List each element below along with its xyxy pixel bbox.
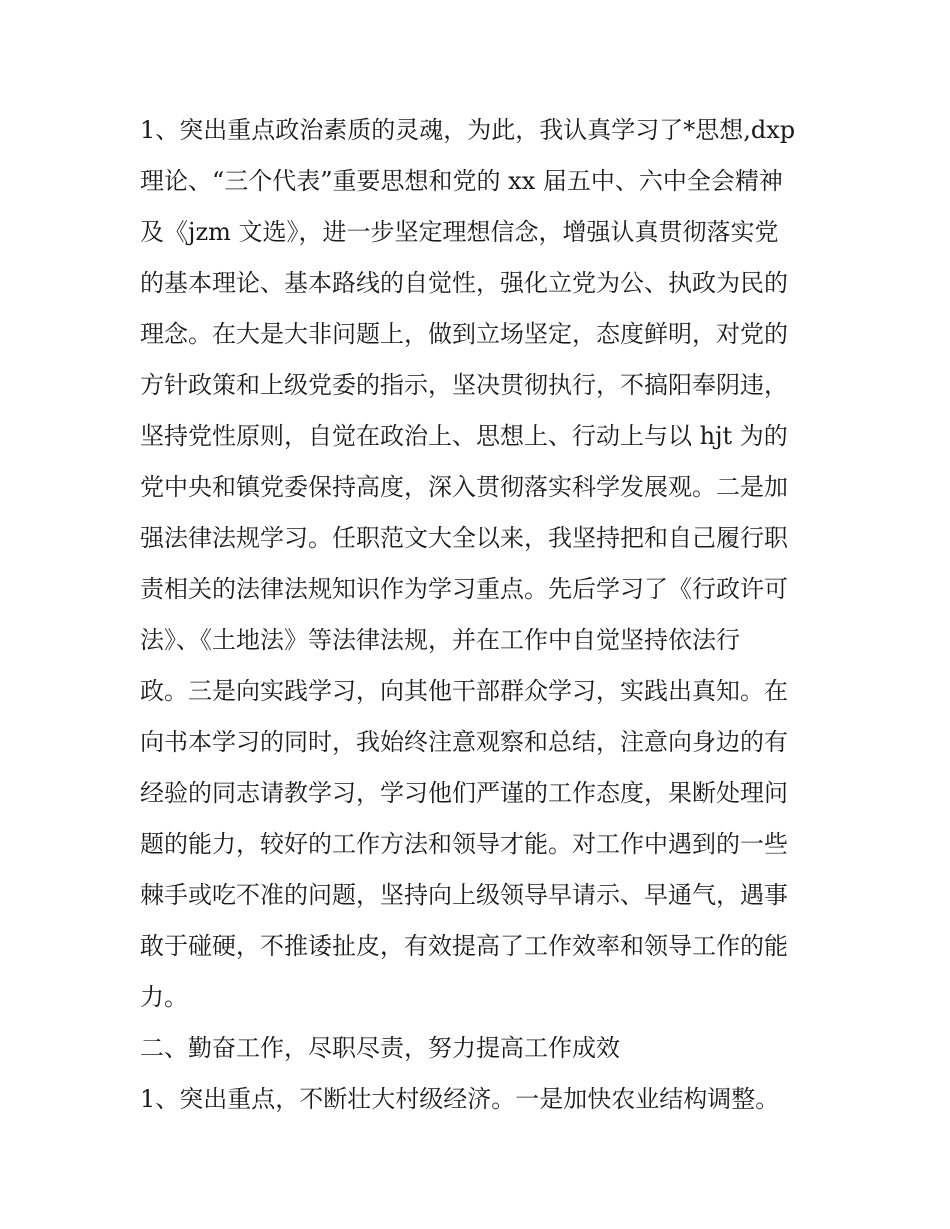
text-line: 经验的同志请教学习，学习他们严谨的工作态度，果断处理问	[140, 779, 788, 807]
section-heading: 二、勤奋工作，尽职尽责，努力提高工作成效	[140, 1034, 620, 1062]
text-line: 的基本理论、基本路线的自觉性，强化立党为公、执政为民的	[140, 269, 788, 297]
text-line: 坚持党性原则，自觉在政治上、思想上、行动上与以 hjt 为的	[140, 422, 788, 450]
text-line: 1、突出重点，不断壮大村级经济。一是加快农业结构调整。	[140, 1085, 780, 1113]
text-line: 敢于碰硬，不推诿扯皮，有效提高了工作效率和领导工作的能	[140, 932, 788, 960]
text-line: 向书本学习的同时，我始终注意观察和总结，注意向身边的有	[140, 728, 788, 756]
text-line: 1、突出重点政治素质的灵魂，为此，我认真学习了*思想,dxp	[140, 116, 796, 144]
text-line: 方针政策和上级党委的指示，坚决贯彻执行，不搞阳奉阴违，	[140, 371, 788, 399]
text-line: 理论、“三个代表”重要思想和党的 xx 届五中、六中全会精神	[140, 167, 783, 195]
text-line: 党中央和镇党委保持高度，深入贯彻落实科学发展观。二是加	[140, 473, 788, 501]
text-line: 及《jzm 文选》，进一步坚定理想信念，增强认真贯彻落实党	[140, 218, 779, 246]
document-body	[140, 105, 820, 1125]
text-line: 责相关的法律法规知识作为学习重点。先后学习了《行政许可	[140, 575, 788, 603]
text-line: 棘手或吃不准的问题，坚持向上级领导早请示、早通气，遇事	[140, 881, 788, 909]
text-line: 理念。在大是大非问题上，做到立场坚定，态度鲜明，对党的	[140, 320, 788, 348]
text-line: 题的能力，较好的工作方法和领导才能。对工作中遇到的一些	[140, 830, 788, 858]
text-line: 政。三是向实践学习，向其他干部群众学习，实践出真知。在	[140, 677, 788, 705]
text-line: 法》、《土地法》等法律法规，并在工作中自觉坚持依法行	[140, 626, 740, 654]
text-line: 力。	[140, 983, 188, 1011]
text-line: 强法律法规学习。任职范文大全以来，我坚持把和自己履行职	[140, 524, 788, 552]
